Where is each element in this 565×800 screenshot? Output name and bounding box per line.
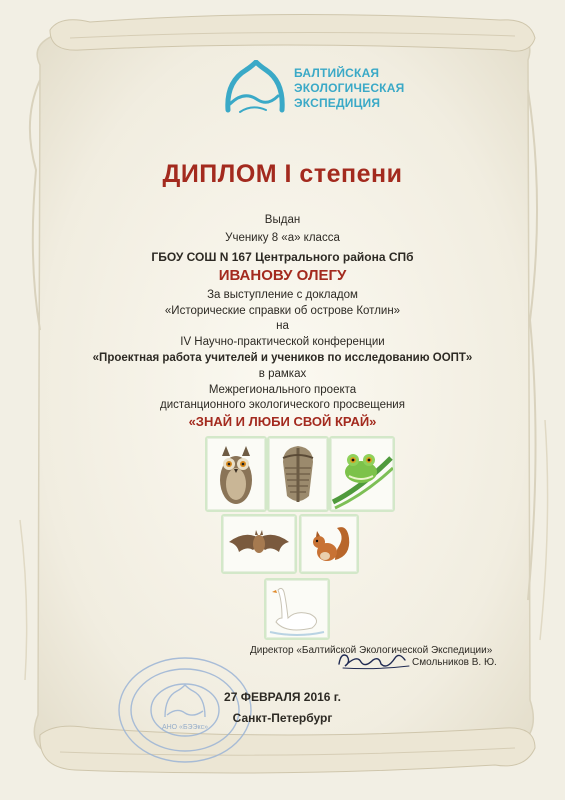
logo-line-3: ЭКСПЕДИЦИЯ (294, 96, 381, 110)
director-title: Директор «Балтийской Экологической Экспедиции» (250, 645, 493, 656)
project-name-line: «ЗНАЙ И ЛЮБИ СВОЙ КРАЙ» (188, 414, 377, 429)
owl-tile (205, 436, 267, 512)
logo (222, 60, 422, 120)
bat-icon (223, 516, 295, 572)
for-report-line: За выступление с докладом (207, 289, 358, 301)
frog-icon (331, 438, 393, 510)
signer-name: Смольников В. Ю. (412, 657, 497, 668)
trilobite-tile (267, 436, 329, 512)
diploma-title: ДИПЛОМ I степени (162, 160, 403, 188)
conference-line: IV Научно-практической конференции (180, 336, 385, 348)
diploma-city: Санкт-Петербург (232, 711, 333, 725)
logo-text (294, 66, 434, 111)
trilobite-icon (269, 438, 327, 510)
report-title-line: «Исторические справки об острове Котлин» (164, 305, 401, 317)
handwritten-signature (335, 648, 415, 674)
conference-title-line: «Проектная работа учителей и учеников по исследованию ООПТ» (92, 352, 473, 364)
project-line-1: Межрегионального проекта (208, 384, 357, 396)
project-line-2: дистанционного экологического просвещения (160, 399, 405, 411)
at-line: на (276, 320, 289, 332)
organization-stamp (115, 655, 255, 765)
logo-line-2: ЭКОЛОГИЧЕСКАЯ (294, 81, 405, 95)
squirrel-icon (301, 516, 357, 572)
owl-icon (207, 438, 265, 510)
swan-tile (264, 578, 330, 640)
recipient-name: ИВАНОВУ ОЛЕГУ (218, 267, 347, 284)
within-line: в рамках (258, 368, 307, 380)
student-class-line: Ученику 8 «а» класса (225, 232, 340, 244)
squirrel-tile (299, 514, 359, 574)
logo-line-1: БАЛТИЙСКАЯ (294, 66, 380, 80)
frog-tile (329, 436, 395, 512)
dome-wave-logo-icon (222, 60, 290, 118)
diploma-date: 27 ФЕВРАЛЯ 2016 г. (224, 690, 341, 704)
swan-icon (266, 580, 328, 638)
issued-line: Выдан (264, 214, 301, 226)
school-line: ГБОУ СОШ N 167 Центрального района СПб (151, 250, 414, 264)
bat-tile (221, 514, 297, 574)
stamp-center-text: АНО «БЭЭкс» (161, 724, 209, 731)
